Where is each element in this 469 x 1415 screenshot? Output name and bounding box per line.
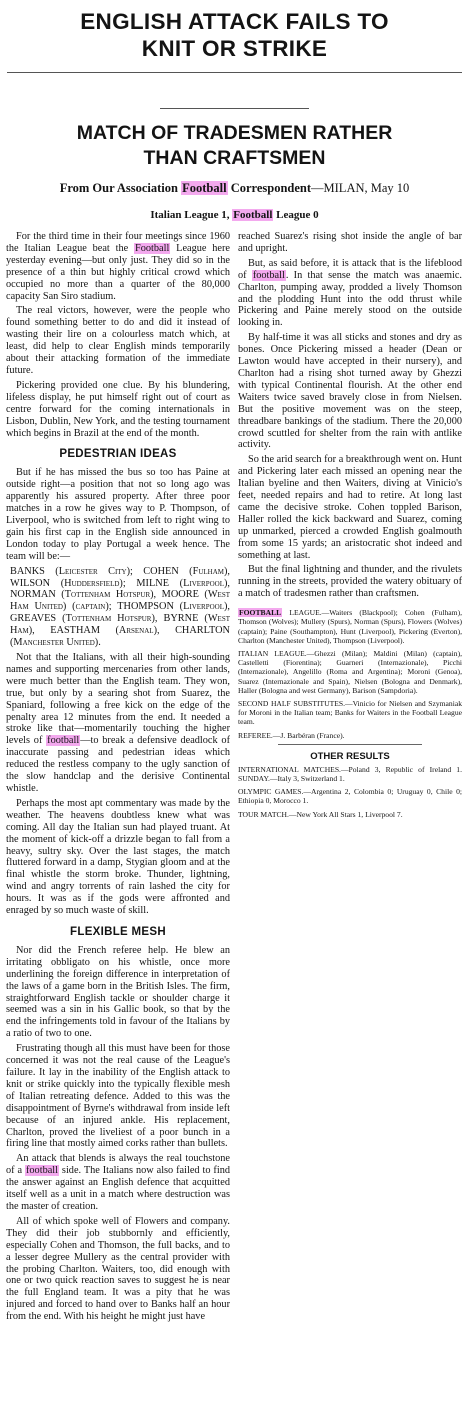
search-highlight: football [252, 269, 285, 281]
section-rule [160, 108, 309, 109]
paragraph: An attack that blends is always the real touchstone of a football side. The Italians now also failed to find the answer against an English defence that acquitted itself well as a unit in a match where destruction was the master of creation. [6, 1153, 230, 1212]
lineup-italian-league: ITALIAN LEAGUE.—Ghezzi (Milan); Maldini (Milan) (captain), Castelletti (Fiorentina); Guarneri (Internazionale), Picchi (Internazionale), Angelillo (Roma and Argentina); Moroni (Genoa), Suarez (Internazionale and Spain), Nielsen (Bologna and Denmark), Haller (Bologna and west Germany), Barison (Sampdoria). [238, 649, 462, 695]
byline-text: From Our Association [59, 181, 182, 195]
paragraph: But if he has missed the bus so too has Paine at outside right—a position that not so long ago was apparently his assured property. After three poor matches in a row he gives way to P. Thompson, of Liverpool, who is switched from left to right wing to gain his first cap in the English side announced in London today to play Portugal a week hence. The team will be:— [6, 467, 230, 562]
lineup-referee: REFEREE.—J. Barbéran (France). [238, 730, 345, 740]
sub-headline [0, 121, 469, 171]
paragraph: Frustrating though all this must have been for those concerned it was not the real cause of the League's failure. It lay in the inability of the English attack to knit or strike quickly into the typically flexible mesh of Italian retreating defence. Added to this was the disappointment of Byrne's withdrawal from inside left because of an injured ankle. His replacement, Charlton, proved the liveliest of a poor bunch in a firing line that mostly aimed corks rather than bullets. [6, 1043, 230, 1150]
search-highlight: football [47, 735, 80, 747]
result-tour: TOUR MATCH.—New York All Stars 1, Liverpool 7. [238, 809, 403, 819]
subheadline-line-2: THAN CRAFTSMEN [143, 147, 326, 169]
main-headline [0, 8, 469, 62]
headline-rule [7, 72, 462, 73]
headline-line-2: KNIT OR STRIKE [141, 36, 328, 61]
article-column-left [6, 231, 230, 1411]
paragraph: But the final lightning and thunder, and the rivulets running in the streets, provided the watery obituary of a match of tradesmen rather than craftsmen. [238, 564, 462, 600]
section-heading: FLEXIBLE MESH [70, 925, 166, 938]
paragraph: Pickering provided one clue. By his blundering, lifeless display, he put himself right out of court as centre forward for the coming internationals in Lisbon, Dublin, New York, and the testing tournament which begins in Brazil at the end of the month. [6, 379, 230, 439]
paragraph: But, as said before, it is attack that is the lifeblood of football. In that sense the match was anaemic. Charlton, pumping away, prodded a lively Thomson and the plodding Hunt into the odd thrust while Pickering and Paine merely stood on the outside looking in. [238, 257, 462, 329]
subheadline-line-1: MATCH OF TRADESMEN RATHER [76, 122, 393, 144]
search-highlight: football [25, 1165, 59, 1177]
paragraph: Perhaps the most apt commentary was made by the weather. The heavens doubtless knew what was coming. All day the Italian sun had played truant. At the moment of kick-off a drizzle began to fall from a heavy, sultry sky. Over the last stages, the match fluttered forward in a damp, Stygian gloom and at the final whistle the storm broke. Thunder, lightning, wind and angry torrents of rain lashed the city for hours. It was as if the gods were affronted and enraged by so much waste of skill. [6, 797, 230, 917]
paragraph: All of which spoke well of Flowers and company. They did their job stubbornly and efficiently, especially Cohen and Thomson, the full backs, and to a lesser degree Mullery as the central provider with the probing Charlton. Waiters, too, did enough with one or two quick reaction saves to suggest he is near the full England team. It was a pity that he was injured and forced to hand over to Banks half an hour from the end. With his height he might just have [6, 1215, 230, 1323]
score-text-2: League 0 [273, 209, 319, 221]
paragraph: So the arid search for a breakthrough went on. Hunt and Pickering later each missed an opening near the Italian byeline and then Waiters, diving at Vinicio's feet, needed repairs and had to retire. At long last came the decisive stroke. Cohen toppled Barison, Haller rolled the kick backward and Suarez, coming up unmarked, pierced a crowded English goalmouth from some 15 yards; an aristocratic shot indeed and something at last. [238, 454, 462, 561]
paragraph: reached Suarez's rising shot inside the angle of bar and upright. [238, 231, 462, 254]
article-column-right [238, 231, 462, 1411]
search-highlight: Football [182, 181, 227, 195]
search-highlight: Football [233, 209, 273, 221]
team-list: BANKS (Leicester City); COHEN (Fulham), WILSON (Huddersfield); MILNE (Liverpool), NORMAN (Tottenham Hotspur), MOORE (West Ham United) (captain); THOMPSON (Liverpool), GREAVES (Tottenham Hotspur), BYRNE (West Ham), EASTHAM (Arsenal), CHARLTON (Manchester United). [10, 565, 230, 649]
paragraph: Nor did the French referee help. He blew an irritating obbligato on his whistle, once more underlining the foreign difference in interpretation of the laws of a game born in the British Isles. The firm, straightforward English tackle or shoulder charge it seemed was a sin in his Gallic book, so that by the end the infringements told in favour of the Italians by a ratio of two to one. [6, 944, 230, 1040]
lineups [238, 608, 462, 740]
other-results-heading: OTHER RESULTS [310, 750, 390, 762]
divider [278, 744, 422, 745]
result-international: INTERNATIONAL MATCHES.—Poland 3, Republic of Ireland 1. SUNDAY.—Italy 3, Switzerland 1. [238, 764, 462, 783]
paragraph: For the third time in their four meetings since 1960 the Italian League beat the Football League here yesterday evening—but only just. They did so in the presence of a thin but highly critical crowd which occupied no more than a quarter of the 80,000 capacity San Siro stadium. [6, 231, 230, 302]
score-text: Italian League 1, [150, 209, 233, 221]
other-results [238, 765, 462, 819]
paragraph: By half-time it was all sticks and stones and dry as bones. Once Pickering missed a header (Dean or Lawton would have accepted in their nursery), and Charlton had a rising shot turned away by Ghezzi with typical Continental flourish. At the other end Waiters twice saved bravely close in from Nielsen. But the positive movement was on the steep, threadbare bankings of the stadium. There the 20,000 crowd scuttled for shelter from the rain with antlike activity. [238, 332, 462, 451]
lineup-football-league: FOOTBALL LEAGUE.—Waiters (Blackpool); Cohen (Fulham), Thomson (Wolves); Mullery (Spurs), Norman (Spurs), Flowers (Wolves) (captain); Paine (Southampton), Hunt (Liverpool), Pickering (Everton), Charlton (Manchester United), Thompson (Liverpool). [238, 608, 462, 645]
byline-text-2: Correspondent [227, 181, 312, 195]
dateline: —MILAN, May 10 [311, 181, 410, 195]
byline [0, 180, 469, 196]
headline-line-1: ENGLISH ATTACK FAILS TO [80, 9, 389, 34]
search-highlight: FOOTBALL [239, 608, 282, 618]
lineup-substitutes: SECOND HALF SUBSTITUTES.—Vinicio for Nielsen and Szymaniak for Moroni in the Italian team; Banks for Waiters in the Football League team. [238, 699, 462, 727]
paragraph: The real victors, however, were the people who found something better to do and did it instead of wasting their lire on a colourless match which, at least, did help to clear English minds temporarily about their attacking formation of the immediate future. [6, 305, 230, 376]
search-highlight: Football [135, 242, 170, 254]
paragraph: Not that the Italians, with all their high-sounding names and supporting mercenaries from other lands, were much better than the English team. They won, true, but only by a searing shot from Suarez, the Spaniard, following a free kick on the edge of the penalty area 12 minutes from the end. It needed a stroke like that—momentarily touching the higher levels of football—to break a defensive deadlock of inaccurate passing and pedestrian ideas which reduced the restless company to the ugly sanction of the slow handclap and the derisive Continental whistle. [6, 652, 230, 794]
section-heading: PEDESTRIAN IDEAS [59, 448, 177, 461]
scoreline [0, 208, 469, 222]
result-olympic: OLYMPIC GAMES.—Argentina 2, Colombia 0; Uruguay 0, Chile 0; Ethiopia 0, Morocco 1. [238, 787, 462, 806]
